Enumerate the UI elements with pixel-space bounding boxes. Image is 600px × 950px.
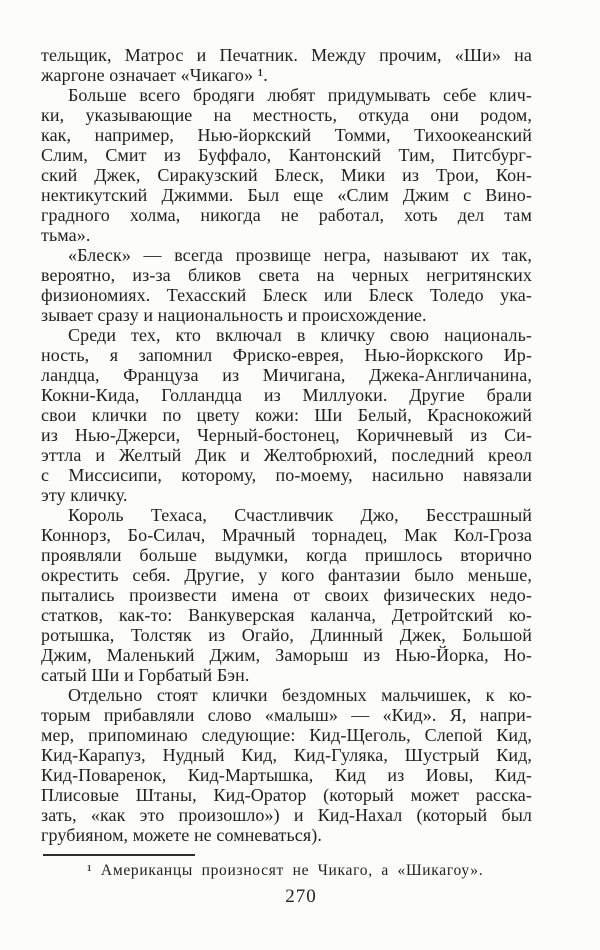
text-line: нектикутский Джимми. Был еще «Слим Джим с Вино- — [41, 185, 532, 205]
text-line: ность, я запомнил Фриско-еврея, Нью-йоркского Ир- — [41, 345, 532, 365]
paragraph — [41, 685, 532, 845]
text-line: ландца, Француза из Мичигана, Джека-Англичанина, — [41, 365, 532, 385]
paragraph — [41, 45, 532, 85]
text-line: ки, указывающие на местность, откуда они родом, — [41, 105, 532, 125]
text-line: сатый Ши и Горбатый Бэн. — [41, 665, 250, 685]
text-line: тьма». — [41, 225, 91, 245]
text-line: зывает сразу и национальность и происхождение. — [41, 305, 427, 325]
text-line: эту кличку. — [41, 485, 128, 505]
text-line: градного холма, никогда не работал, хоть дел там — [41, 205, 532, 225]
text-line: вероятно, из-за бликов света на черных негритянских — [41, 265, 532, 285]
text-line: ротышка, Толстяк из Огайо, Длинный Джек, Большой — [41, 625, 532, 645]
text-line: Король Техаса, Счастливчик Джо, Бесстрашный — [68, 505, 532, 525]
text-line: торым прибавляли слово «малыш» — «Кид». Я, напри- — [41, 705, 532, 725]
text-line: эттла и Желтый Дик и Желтобрюхий, последний креол — [41, 445, 532, 465]
text-line: Плисовые Штаны, Кид-Оратор (который может расска- — [41, 785, 532, 805]
text-line: Слим, Смит из Буффало, Кантонский Тим, Питсбург- — [41, 145, 532, 165]
text-line: грубияном, можете не сомневаться). — [41, 825, 322, 845]
text-line: Больше всего бродяги любят придумывать себе клич- — [68, 85, 532, 105]
footnote: ¹ Американцы произносят не Чикаго, а «Шикагоу». — [87, 862, 484, 879]
text-line: жаргоне означает «Чикаго» ¹. — [41, 65, 268, 85]
paragraph — [41, 245, 532, 325]
text-line: тельщик, Матрос и Печатник. Между прочим, «Ши» на — [41, 45, 532, 65]
text-line: пытались произвести имена от своих физических недо- — [41, 585, 532, 605]
text-line: свои клички по цвету кожи: Ши Белый, Краснокожий — [41, 405, 532, 425]
text-line: окрестить себя. Другие, у кого фантазии было меньше, — [41, 565, 532, 585]
body-text — [41, 45, 532, 845]
footnote-divider — [43, 854, 195, 856]
text-line: Кид-Карапуз, Нудный Кид, Кид-Гуляка, Шустрый Кид, — [41, 745, 532, 765]
text-line: как, например, Нью-йоркский Томми, Тихоокеанский — [41, 125, 532, 145]
text-line: Отдельно стоят клички бездомных мальчишек, к ко- — [68, 685, 532, 705]
text-block — [41, 45, 532, 908]
text-line: проявляли больше выдумки, когда пришлось вторично — [41, 545, 532, 565]
text-line: физиономиях. Техасский Блеск или Блеск Толедо ука- — [41, 285, 532, 305]
text-line: Джим, Маленький Джим, Заморыш из Нью-Йорка, Но- — [41, 645, 532, 665]
text-line: статков, как-то: Ванкуверская каланча, Детройтский ко- — [41, 605, 532, 625]
paragraph — [41, 325, 532, 505]
text-line: Коннорз, Бо-Силач, Мрачный торнадец, Мак Кол-Гроза — [41, 525, 532, 545]
page-number: 270 — [285, 886, 317, 907]
text-line: Кокни-Кида, Голландца из Миллуоки. Другие брали — [41, 385, 532, 405]
text-line: ский Джек, Сиракузский Блеск, Мики из Трои, Кон- — [41, 165, 532, 185]
text-line: Кид-Поваренок, Кид-Мартышка, Кид из Иовы, Кид- — [41, 765, 532, 785]
text-line: с Миссисипи, которому, по-моему, насильно навязали — [41, 465, 532, 485]
paragraph — [41, 505, 532, 685]
text-line: «Блеск» — всегда прозвище негра, называют их так, — [68, 245, 532, 265]
text-line: зать, «как это произошло») и Кид-Нахал (который был — [41, 805, 532, 825]
text-line: мер, припоминаю следующие: Кид-Щеголь, Слепой Кид, — [41, 725, 532, 745]
text-line: из Нью-Джерси, Черный-бостонец, Коричневый из Си- — [41, 425, 532, 445]
text-line: Среди тех, кто включал в кличку свою националь- — [68, 325, 532, 345]
paragraph — [41, 85, 532, 245]
